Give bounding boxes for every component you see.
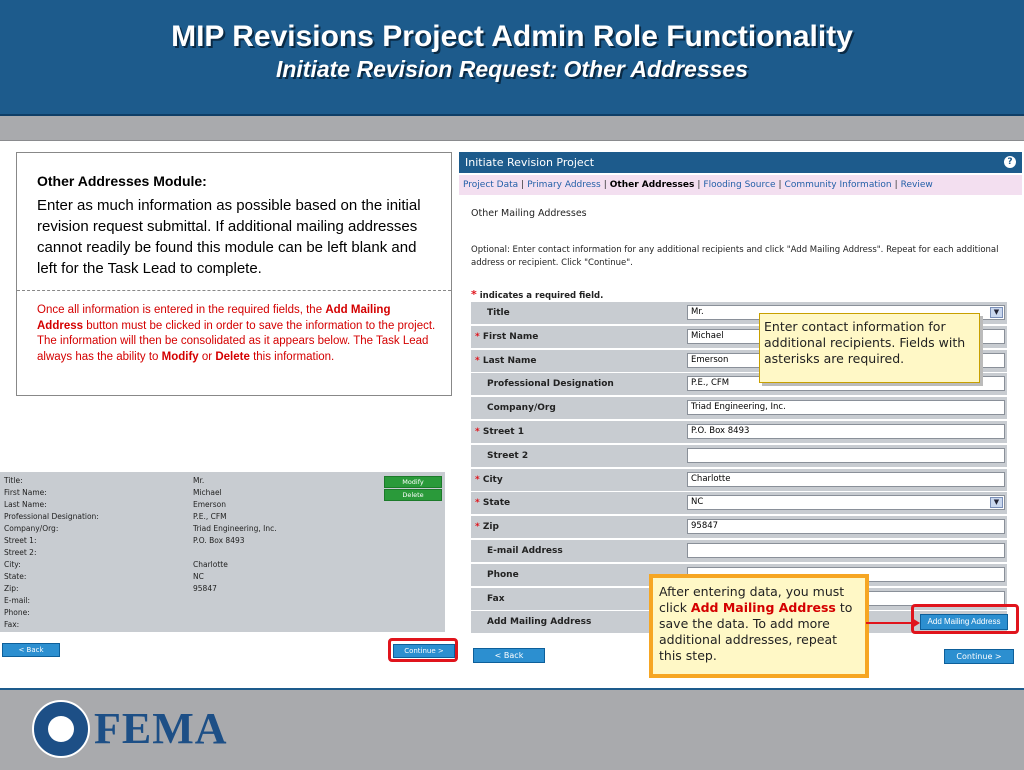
slide-header <box>0 0 1024 116</box>
panel-title: Initiate Revision Project <box>465 156 595 169</box>
required-asterisk: * <box>475 427 483 437</box>
field-value: P.E., CFM <box>691 378 730 389</box>
field-label <box>475 469 503 491</box>
summary-label: Last Name: <box>4 500 47 509</box>
required-asterisk: * <box>475 331 483 342</box>
field-label <box>475 373 614 395</box>
slide-subtitle: Initiate Revision Request: Other Addresses <box>275 56 749 82</box>
field-label <box>475 611 591 633</box>
callout-text: to save the data. To add more additional addresses, repeat this step. <box>659 600 853 663</box>
summary-value: Charlotte <box>193 560 228 569</box>
continue-button-left[interactable]: Continue > <box>393 644 455 658</box>
field-value: Triad Engineering, Inc. <box>691 402 786 413</box>
required-note: indicates a required field. <box>476 291 604 301</box>
company-org-input[interactable] <box>687 400 1005 415</box>
field-label-text: Zip <box>482 522 499 533</box>
summary-label: E-mail: <box>4 596 31 605</box>
nav-separator: | <box>603 180 607 190</box>
field-label <box>475 326 538 348</box>
field-value: Michael <box>691 330 724 341</box>
summary-label: Street 2: <box>4 548 37 557</box>
field-value: 95847 <box>691 521 719 532</box>
field-label <box>475 564 519 586</box>
state-select[interactable] <box>687 495 1005 510</box>
nav-step-other-addresses[interactable]: Other Addresses <box>609 180 695 190</box>
nav-separator: | <box>894 180 898 190</box>
saved-address-summary <box>0 472 445 632</box>
summary-label: Fax: <box>4 620 20 629</box>
zip-input[interactable] <box>687 519 1005 534</box>
field-label-text: Last Name <box>482 355 537 366</box>
form-row <box>471 397 1007 421</box>
section-title: Other Mailing Addresses <box>471 208 587 219</box>
summary-value: Michael <box>193 488 222 497</box>
form-row <box>471 445 1007 469</box>
info-box <box>16 152 452 396</box>
delete-button[interactable]: Delete <box>384 489 442 501</box>
chevron-down-icon[interactable]: ▼ <box>990 497 1003 508</box>
summary-value: 95847 <box>193 584 217 593</box>
panel-title-bar <box>459 152 1022 173</box>
field-label-text: Professional Designation <box>487 379 614 390</box>
form-row <box>471 421 1007 445</box>
field-label-text: Phone <box>487 569 519 580</box>
field-label <box>475 516 499 538</box>
help-icon[interactable]: ? <box>1004 156 1016 168</box>
step-nav <box>459 175 1022 195</box>
nav-step-primary-address[interactable]: Primary Address <box>527 180 601 190</box>
field-label <box>475 350 537 372</box>
callout-bold: Add Mailing Address <box>690 600 836 615</box>
info-body: Enter as much information as possible based on the initial revision request submittal. If additional mailing addresses cannot readily be found this module can be left blank and left for the Task Lead to complete. <box>37 197 421 277</box>
callout-body <box>653 578 865 674</box>
fema-logo: FEMA <box>94 704 228 753</box>
field-label <box>475 421 524 443</box>
note-text: this information. <box>249 350 335 363</box>
nav-separator: | <box>778 180 782 190</box>
field-label-text: State <box>482 498 511 509</box>
required-legend <box>471 288 603 301</box>
nav-step-project-data[interactable]: Project Data <box>463 180 519 190</box>
callout-text: After entering data, you must click <box>659 584 845 615</box>
street-1-input[interactable] <box>687 424 1005 439</box>
chevron-down-icon[interactable]: ▼ <box>990 307 1003 318</box>
summary-label: Zip: <box>4 584 19 593</box>
info-note <box>37 303 437 365</box>
summary-value: P.O. Box 8493 <box>193 536 245 545</box>
summary-label: Street 1: <box>4 536 37 545</box>
dashed-divider <box>17 290 451 291</box>
summary-label: Company/Org: <box>4 524 59 533</box>
back-button-left[interactable]: < Back <box>2 643 60 657</box>
required-asterisk: * <box>475 474 483 485</box>
street-2-input[interactable] <box>687 448 1005 463</box>
form-row <box>471 492 1007 516</box>
required-asterisk: * <box>475 355 483 366</box>
nav-step-flooding-source[interactable]: Flooding Source <box>703 180 776 190</box>
summary-value: Mr. <box>193 476 205 485</box>
form-row <box>471 540 1007 564</box>
required-asterisk: * <box>475 498 483 509</box>
add-address-callout <box>649 574 869 678</box>
e-mail-address-input[interactable] <box>687 543 1005 558</box>
nav-separator: | <box>521 180 525 190</box>
field-label <box>475 492 510 514</box>
nav-step-community-information[interactable]: Community Information <box>784 180 892 190</box>
slide-title: MIP Revisions Project Admin Role Functionality <box>171 20 853 53</box>
note-bold-add: Add Mailing Address <box>37 304 391 332</box>
field-label-text: Street 2 <box>487 450 529 461</box>
callout-text: Enter contact information for additional recipients. Fields with asterisks are required. <box>764 319 966 366</box>
field-label <box>475 397 556 419</box>
field-value: Mr. <box>691 307 704 317</box>
note-bold-delete: Delete <box>215 350 250 363</box>
header-divider-bar <box>0 116 1024 141</box>
field-label-text: Fax <box>487 593 505 604</box>
field-label-text: Add Mailing Address <box>487 617 592 628</box>
field-value: P.O. Box 8493 <box>691 426 750 436</box>
required-asterisk: * <box>471 288 477 301</box>
optional-instructions: Optional: Enter contact information for any additional recipients and click "Add Mailing Address". Repeat for each additional address or recipient. Click "Continue". <box>471 245 999 268</box>
contact-info-callout <box>759 313 980 383</box>
field-value: Emerson <box>691 354 729 365</box>
callout-arrow <box>866 616 922 630</box>
info-heading: Other Addresses Module: <box>37 173 207 189</box>
continue-button[interactable]: Continue > <box>944 649 1014 664</box>
field-label <box>475 588 505 610</box>
summary-value: Triad Engineering, Inc. <box>193 524 277 533</box>
summary-label: First Name: <box>4 488 47 497</box>
dhs-seal-logo <box>32 700 90 758</box>
summary-value: P.E., CFM <box>193 512 227 521</box>
summary-label: Phone: <box>4 608 30 617</box>
note-text: button must be clicked in order to save the information to the project. The information will then be consolidated as it appears below. The Task Lead always has the ability to <box>37 319 436 363</box>
note-text: Once all information is entered in the required fields, the <box>37 304 326 316</box>
field-label-text: Title <box>487 308 510 318</box>
field-label-text: City <box>482 474 503 485</box>
form-row <box>471 516 1007 540</box>
field-label <box>475 540 563 562</box>
back-button[interactable]: < Back <box>473 648 545 663</box>
add-mailing-address-button[interactable]: Add Mailing Address <box>920 614 1008 630</box>
note-bold-modify: Modify <box>161 350 199 363</box>
city-input[interactable] <box>687 472 1005 487</box>
field-label-text: First Name <box>482 331 539 342</box>
field-label <box>475 302 510 324</box>
summary-label: Professional Designation: <box>4 512 99 521</box>
modify-button[interactable]: Modify <box>384 476 442 488</box>
field-value: Charlotte <box>691 473 731 484</box>
nav-step-review[interactable]: Review <box>900 180 933 190</box>
form-row <box>471 469 1007 493</box>
field-value: NC <box>691 497 704 508</box>
summary-label: City: <box>4 560 21 569</box>
field-label <box>475 445 528 467</box>
summary-label: Title: <box>4 476 23 485</box>
summary-value: Emerson <box>193 500 226 509</box>
field-label-text: Street 1 <box>482 427 524 437</box>
note-text: or <box>198 350 216 363</box>
nav-separator: | <box>697 180 701 190</box>
field-label-text: E-mail Address <box>487 546 563 556</box>
summary-value: NC <box>193 572 204 581</box>
required-asterisk: * <box>475 522 483 533</box>
field-label-text: Company/Org <box>487 403 556 414</box>
summary-label: State: <box>4 572 27 581</box>
